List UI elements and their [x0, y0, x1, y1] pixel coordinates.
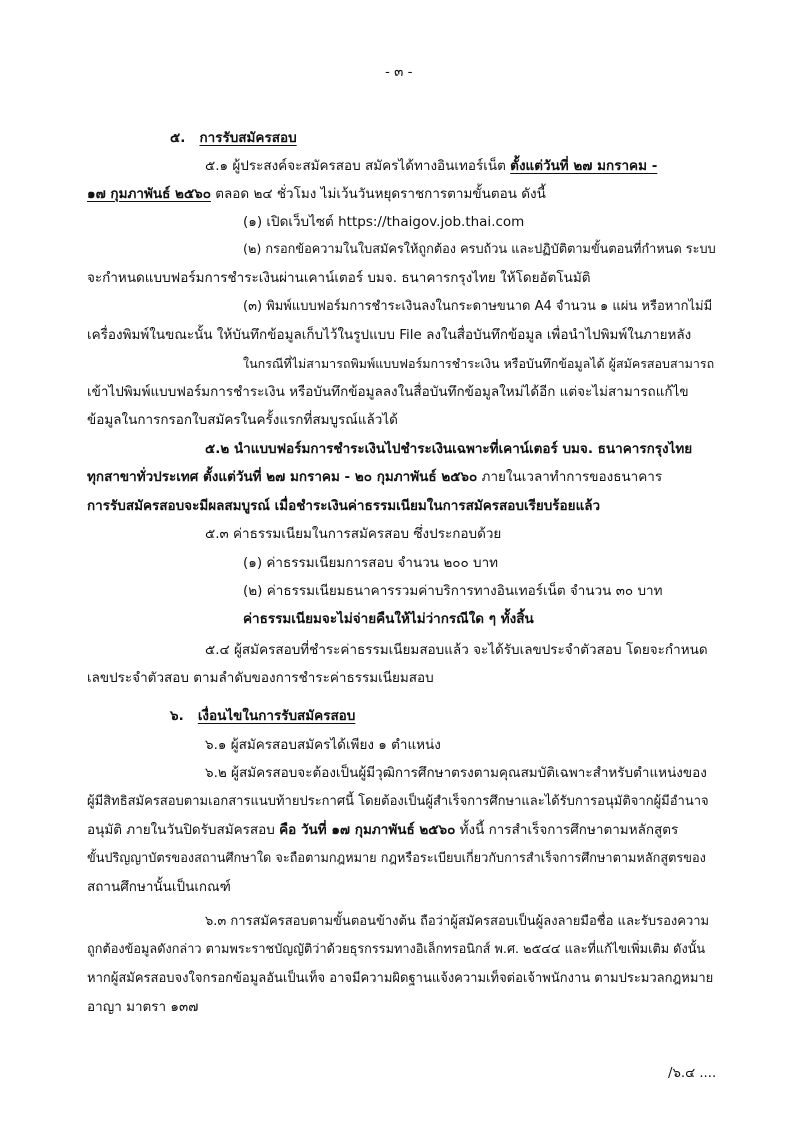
section-5-title: การรับสมัครสอบ [199, 130, 297, 146]
section-6-heading [170, 706, 355, 726]
step-3-line4: เข้าไปพิมพ์แบบฟอร์มการชำระเงิน หรือบันทึกข้อมูลลงในสื่อบันทึกข้อมูลใหม่ได้อีก แต่จะไม่สามารถแก้ไข [87, 384, 689, 400]
para-6-2-deadline: คือ วันที่ ๑๗ กุมภาพันธ์ ๒๕๖๐ [279, 822, 456, 838]
para-5-2-line2 [87, 467, 662, 487]
para-5-1-date-end: ๑๗ กุมภาพันธ์ ๒๕๖๐ [87, 186, 211, 202]
step-1: (๑) เปิดเว็บไซต์ https://thaigov.job.thai.com [243, 214, 525, 230]
fee-item-1: (๑) ค่าธรรมเนียมการสอบ จำนวน ๒๐๐ บาท [243, 555, 499, 571]
para-5-4-line2: เลขประจำตัวสอบ ตามลำดับของการชำระค่าธรรมเนียมสอบ [87, 670, 434, 686]
para-6-2-line1: ๖.๒ ผู้สมัครสอบจะต้องเป็นผู้มีวุฒิการศึกษาตรงตามคุณสมบัติเฉพาะสำหรับตำแหน่งของ [205, 765, 707, 781]
para-5-1-text: ๕.๑ ผู้ประสงค์จะสมัครสอบ สมัครได้ทางอินเทอร์เน็ต [205, 158, 511, 174]
para-5-2-line3: การรับสมัครสอบจะมีผลสมบูรณ์ เมื่อชำระเงินค่าธรรมเนียมในการสมัครสอบเรียบร้อยแล้ว [87, 498, 601, 514]
para-6-3-line2: ถูกต้องข้อมูลดังกล่าว ตามพระราชบัญญัติว่าด้วยธุรกรรมทางอิเล็กทรอนิกส์ พ.ศ. ๒๕๔๔ และที่แก้ไขเพิ่มเติม ดังนั้น [87, 942, 706, 957]
step-3-line5: ข้อมูลในการกรอกใบสมัครในครั้งแรกที่สมบูรณ์แล้วได้ [87, 412, 398, 428]
para-5-1-line1 [205, 156, 657, 176]
para-6-3-line3: หากผู้สมัครสอบจงใจกรอกข้อมูลอันเป็นเท็จ อาจมีความผิดฐานแจ้งความเท็จต่อเจ้าพนักงาน ตามประมวลกฎหมาย [87, 971, 714, 986]
para-6-2-line2: ผู้มีสิทธิสมัครสอบตามเอกสารแนบท้ายประกาศนี้ โดยต้องเป็นผู้สำเร็จการศึกษาและได้รับการอนุมัติจากผู้มีอำนาจ [87, 794, 709, 809]
para-5-2-dates: ทุกสาขาทั่วประเทศ ตั้งแต่วันที่ ๒๗ มกราคม - ๒๐ กุมภาพันธ์ ๒๕๖๐ [87, 469, 478, 485]
para-5-1-date-start: ตั้งแต่วันที่ ๒๗ มกราคม - [510, 158, 658, 174]
para-5-4-line1: ๕.๔ ผู้สมัครสอบที่ชำระค่าธรรมเนียมสอบแล้ว จะได้รับเลขประจำตัวสอบ โดยจะกำหนด [205, 642, 708, 658]
step-2-line1: (๒) กรอกข้อความในใบสมัครให้ถูกต้อง ครบถ้วน และปฏิบัติตามขั้นตอนที่กำหนด ระบบ [243, 242, 716, 257]
para-6-3-line1: ๖.๓ การสมัครสอบตามขั้นตอนข้างต้น ถือว่าผู้สมัครสอบเป็นผู้ลงลายมือชื่อ และรับรองความ [205, 914, 710, 929]
para-6-2-text-2: ทั้งนี้ การสำเร็จการศึกษาตามหลักสูตร [455, 822, 679, 838]
para-5-1-line2 [87, 184, 546, 204]
para-6-2-text: อนุมัติ ภายในวันปิดรับสมัครสอบ [87, 822, 280, 838]
para-6-2-line4: ขั้นปริญญาบัตรของสถานศึกษาใด จะถือตามกฎหมาย กฎหรือระเบียบเกี่ยวกับการสำเร็จการศึกษาตามหลักสูตรของ [87, 851, 706, 866]
step-2-line2: จะกำหนดแบบฟอร์มการชำระเงินผ่านเคาน์เตอร์ บมจ. ธนาคารกรุงไทย ให้โดยอัตโนมัติ [87, 270, 591, 286]
para-5-2-text: ภายในเวลาทำการของธนาคาร [477, 469, 663, 485]
step-3-line1: (๓) พิมพ์แบบฟอร์มการชำระเงินลงในกระดาษขนาด A4 จำนวน ๑ แผ่น หรือหากไม่มี [243, 299, 713, 314]
para-6-3-line4: อาญา มาตรา ๑๓๗ [87, 999, 199, 1015]
para-6-1: ๖.๑ ผู้สมัครสอบสมัครได้เพียง ๑ ตำแหน่ง [205, 737, 441, 753]
section-5-heading [170, 128, 297, 148]
section-6-title: เงื่อนไขในการรับสมัครสอบ [197, 708, 356, 724]
fee-item-2: (๒) ค่าธรรมเนียมธนาคารรวมค่าบริการทางอินเทอร์เน็ต จำนวน ๓๐ บาท [243, 583, 663, 599]
para-5-1-text-2: ตลอด ๒๔ ชั่วโมง ไม่เว้นวันหยุดราชการตามขั้นตอน ดังนี้ [210, 186, 546, 202]
para-6-2-line3 [87, 820, 678, 840]
para-5-3: ๕.๓ ค่าธรรมเนียมในการสมัครสอบ ซึ่งประกอบด้วย [205, 526, 502, 542]
para-6-2-line5: สถานศึกษานั้นเป็นเกณฑ์ [87, 879, 231, 895]
section-6-number: ๖. [170, 708, 184, 724]
fee-note: ค่าธรรมเนียมจะไม่จ่ายคืนให้ไม่ว่ากรณีใด ๆ ทั้งสิ้น [243, 611, 534, 627]
section-5-number: ๕. [170, 130, 186, 146]
step-3-line2: เครื่องพิมพ์ในขณะนั้น ให้บันทึกข้อมูลเก็บไว้ในรูปแบบ File ลงในสื่อบันทึกข้อมูล เพื่อนำไปพิมพ์ในภายหลัง [87, 327, 692, 343]
para-5-2-line1: ๕.๒ นำแบบฟอร์มการชำระเงินไปชำระเงินเฉพาะที่เคาน์เตอร์ บมจ. ธนาคารกรุงไทย [205, 441, 693, 457]
continuation-marker: /๖.๔ .... [668, 1066, 717, 1081]
page-number: - ๓ - [385, 64, 413, 80]
step-3-line3: ในกรณีที่ไม่สามารถพิมพ์แบบฟอร์มการชำระเงิน หรือบันทึกข้อมูลได้ ผู้สมัครสอบสามารถ [243, 356, 715, 371]
